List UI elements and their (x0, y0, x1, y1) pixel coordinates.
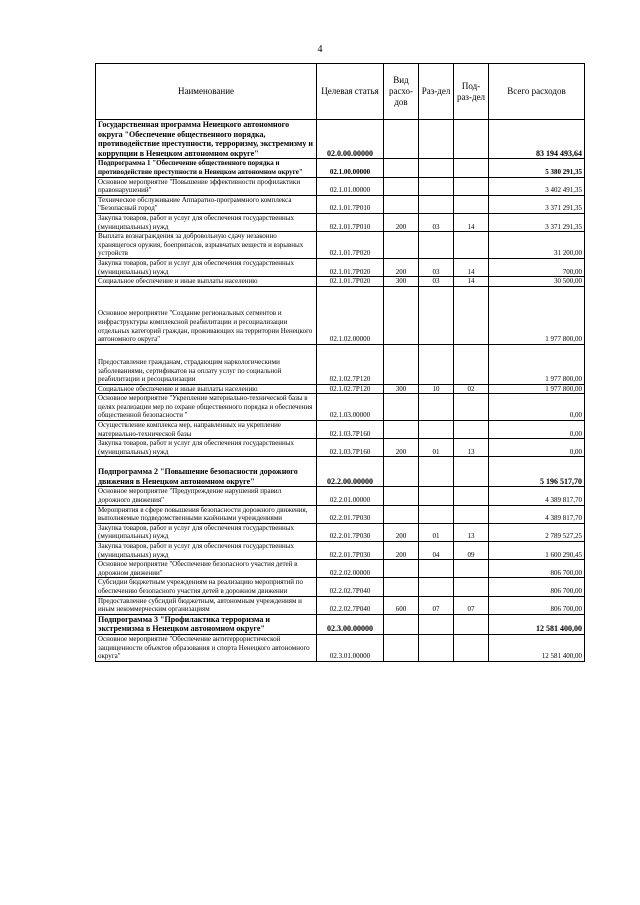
cell-name: Предоставление субсидий бюджетным, автономным учреждениям и иным некоммерческим организациям (96, 596, 317, 614)
cell-code: 02.1.01.7Р010 (317, 195, 384, 213)
cell-name: Основное мероприятие "Укрепление материально-технической базы в целях реализации мер по охране общественного порядка и обеспечения общественной безопасности " (96, 394, 317, 421)
cell-name: Выплата вознаграждения за добровольную сдачу незаконно хранящегося оружия, боеприпасов, взрывчатых веществ и взрывных устройств (96, 232, 317, 259)
cell-vid: 200 (384, 523, 419, 541)
cell-total: 83 194 493,64 (489, 120, 585, 159)
cell-vid: 300 (384, 384, 419, 394)
cell-vid: 300 (384, 277, 419, 287)
table-row (96, 277, 585, 287)
budget-table (95, 63, 585, 662)
cell-razdel: 01 (419, 439, 454, 457)
cell-name: Закупка товаров, работ и услуг для обеспечения государственных (муниципальных) нужд (96, 258, 317, 276)
cell-code: 02.1.03.00000 (317, 394, 384, 421)
cell-razdel (419, 634, 454, 661)
cell-name: Техническое обслуживание Аппаратно-программного комплекса "Безопасный город" (96, 195, 317, 213)
cell-vid: 200 (384, 542, 419, 560)
table-row (96, 505, 585, 523)
cell-podrazdel (454, 120, 489, 159)
cell-vid (384, 120, 419, 159)
cell-total: 3 371 291,35 (489, 195, 585, 213)
table-row (96, 487, 585, 505)
cell-total: 1 977 800,00 (489, 344, 585, 384)
cell-name: Осуществление комплекса мер, направленных на укрепление материально-технической базы (96, 421, 317, 439)
cell-total: 806 700,00 (489, 560, 585, 578)
cell-vid (384, 487, 419, 505)
cell-name: Социальное обеспечение и иные выплаты населению (96, 384, 317, 394)
cell-podrazdel: 13 (454, 439, 489, 457)
cell-code: 02.1.02.00000 (317, 286, 384, 344)
cell-total: 1 977 800,00 (489, 286, 585, 344)
cell-razdel (419, 505, 454, 523)
cell-code: 02.2.01.00000 (317, 487, 384, 505)
cell-name: Подпрограмма 2 "Повышение безопасности дорожного движения в Ненецком автономном округе" (96, 457, 317, 487)
cell-razdel (419, 120, 454, 159)
cell-code: 02.2.02.7Р040 (317, 578, 384, 596)
cell-total: 1 977 800,00 (489, 384, 585, 394)
cell-vid (384, 159, 419, 177)
table-row (96, 384, 585, 394)
cell-code: 02.2.00.00000 (317, 457, 384, 487)
cell-podrazdel: 13 (454, 523, 489, 541)
cell-podrazdel (454, 487, 489, 505)
cell-code: 02.2.01.7Р030 (317, 505, 384, 523)
cell-vid: 200 (384, 258, 419, 276)
cell-vid (384, 457, 419, 487)
cell-name: Основное мероприятие "Повышение эффективности профилактики правонарушений" (96, 177, 317, 195)
cell-name: Закупка товаров, работ и услуг для обеспечения государственных (муниципальных) нужд (96, 523, 317, 541)
table-header-row (96, 64, 585, 120)
cell-vid (384, 195, 419, 213)
cell-podrazdel (454, 634, 489, 661)
cell-code: 02.2.02.7Р040 (317, 596, 384, 614)
table-row (96, 232, 585, 259)
cell-razdel (419, 394, 454, 421)
table-row (96, 542, 585, 560)
cell-podrazdel (454, 421, 489, 439)
table-row (96, 634, 585, 661)
header-razdel: Раз-дел (419, 64, 454, 120)
header-total: Всего расходов (489, 64, 585, 120)
cell-total: 4 389 817,70 (489, 505, 585, 523)
cell-razdel (419, 560, 454, 578)
cell-name: Субсидии бюджетным учреждениям на реализацию мероприятий по обеспечению безопасного участия детей в дорожном движении (96, 578, 317, 596)
table-row (96, 120, 585, 159)
cell-vid (384, 634, 419, 661)
cell-razdel: 03 (419, 213, 454, 231)
cell-podrazdel: 14 (454, 277, 489, 287)
cell-name: Подпрограмма 3 "Профилактика терроризма и экстремизма в Ненецком автономном округе" (96, 614, 317, 634)
cell-code: 02.1.01.7Р010 (317, 213, 384, 231)
cell-code: 02.1.02.7Р120 (317, 384, 384, 394)
cell-razdel (419, 177, 454, 195)
cell-podrazdel (454, 457, 489, 487)
cell-razdel: 01 (419, 523, 454, 541)
table-row (96, 286, 585, 344)
cell-razdel: 10 (419, 384, 454, 394)
cell-podrazdel: 14 (454, 258, 489, 276)
cell-total: 700,00 (489, 258, 585, 276)
table-row (96, 578, 585, 596)
table-row (96, 213, 585, 231)
cell-name: Закупка товаров, работ и услуг для обеспечения государственных (муниципальных) нужд (96, 439, 317, 457)
cell-name: Основное мероприятие "Создание региональных сегментов и инфраструктуры комплексной реабилитации и ресоциализации отдельных категорий граждан, проживающих на территории Ненецкого автономного округа" (96, 286, 317, 344)
cell-vid (384, 286, 419, 344)
cell-code: 02.3.01.00000 (317, 634, 384, 661)
cell-total: 12 581 400,00 (489, 614, 585, 634)
cell-code: 02.3.00.00000 (317, 614, 384, 634)
cell-podrazdel (454, 505, 489, 523)
cell-vid (384, 394, 419, 421)
cell-total: 31 200,00 (489, 232, 585, 259)
header-code: Целевая статья (317, 64, 384, 120)
cell-total: 1 600 290,45 (489, 542, 585, 560)
cell-podrazdel (454, 394, 489, 421)
cell-name: Основное мероприятие "Обеспечение антитеррористической защищенности объектов образования и спорта Ненецкого автономного округа" (96, 634, 317, 661)
cell-razdel (419, 457, 454, 487)
cell-total: 0,00 (489, 421, 585, 439)
cell-podrazdel (454, 232, 489, 259)
cell-code: 02.1.01.7Р020 (317, 232, 384, 259)
cell-podrazdel: 02 (454, 384, 489, 394)
header-vid: Вид расхо-дов (384, 64, 419, 120)
cell-razdel (419, 195, 454, 213)
cell-total: 12 581 400,00 (489, 634, 585, 661)
cell-razdel (419, 487, 454, 505)
table-row (96, 344, 585, 384)
cell-razdel: 03 (419, 277, 454, 287)
cell-razdel (419, 344, 454, 384)
cell-code: 02.2.01.7Р030 (317, 523, 384, 541)
cell-total: 0,00 (489, 439, 585, 457)
cell-vid (384, 614, 419, 634)
cell-razdel: 07 (419, 596, 454, 614)
cell-name: Государственная программа Ненецкого автономного округа "Обеспечение общественного порядка, противодействие преступности, терроризму, экстремизму и коррупции в Ненецком автономном округе" (96, 120, 317, 159)
table-row (96, 439, 585, 457)
cell-code: 02.2.01.7Р030 (317, 542, 384, 560)
table-body (96, 120, 585, 662)
cell-podrazdel: 14 (454, 213, 489, 231)
cell-name: Подпрограмма 1 "Обеспечение общественного порядка и противодействие преступности в Ненецком автономном округе" (96, 159, 317, 177)
cell-total: 806 700,00 (489, 596, 585, 614)
cell-vid (384, 177, 419, 195)
cell-total: 3 402 491,35 (489, 177, 585, 195)
table-row (96, 177, 585, 195)
cell-name: Закупка товаров, работ и услуг для обеспечения государственных (муниципальных) нужд (96, 542, 317, 560)
cell-total: 3 371 291,35 (489, 213, 585, 231)
table-row (96, 614, 585, 634)
cell-name: Мероприятия в сфере повышения безопасности дорожного движения, выполняемые подведомственными казёнными учреждениями (96, 505, 317, 523)
cell-vid (384, 344, 419, 384)
cell-podrazdel (454, 177, 489, 195)
cell-vid (384, 505, 419, 523)
cell-code: 02.2.02.00000 (317, 560, 384, 578)
cell-code: 02.1.02.7Р120 (317, 344, 384, 384)
cell-code: 02.1.01.00000 (317, 177, 384, 195)
header-name: Наименование (96, 64, 317, 120)
cell-podrazdel: 09 (454, 542, 489, 560)
page-number: 4 (317, 44, 323, 55)
cell-name: Закупка товаров, работ и услуг для обеспечения государственных (муниципальных) нужд (96, 213, 317, 231)
cell-name: Основное мероприятие "Предупреждение нарушений правил дорожного движения" (96, 487, 317, 505)
cell-vid: 200 (384, 213, 419, 231)
cell-razdel (419, 159, 454, 177)
cell-razdel: 04 (419, 542, 454, 560)
cell-vid (384, 560, 419, 578)
cell-code: 02.1.03.7Р160 (317, 421, 384, 439)
cell-code: 02.1.00.00000 (317, 159, 384, 177)
cell-total: 2 789 527,25 (489, 523, 585, 541)
cell-code: 02.1.03.7Р160 (317, 439, 384, 457)
header-podrazdel: Под-раз-дел (454, 64, 489, 120)
table-row (96, 457, 585, 487)
cell-podrazdel (454, 614, 489, 634)
table-row (96, 560, 585, 578)
table-row (96, 258, 585, 276)
cell-total: 5 380 291,35 (489, 159, 585, 177)
cell-podrazdel (454, 159, 489, 177)
cell-razdel (419, 286, 454, 344)
cell-name: Предоставление гражданам, страдающим наркологическими заболеваниями, сертификатов на оплату услуг по социальной реабилитации и ресоциализации (96, 344, 317, 384)
table-row (96, 195, 585, 213)
cell-total: 806 700,00 (489, 578, 585, 596)
cell-total: 0,00 (489, 394, 585, 421)
cell-total: 4 389 817,70 (489, 487, 585, 505)
cell-podrazdel (454, 578, 489, 596)
cell-total: 30 500,00 (489, 277, 585, 287)
cell-razdel: 03 (419, 258, 454, 276)
cell-name: Социальное обеспечение и иные выплаты населению (96, 277, 317, 287)
cell-vid: 200 (384, 439, 419, 457)
table-row (96, 159, 585, 177)
cell-total: 5 196 517,70 (489, 457, 585, 487)
cell-razdel (419, 421, 454, 439)
cell-podrazdel (454, 286, 489, 344)
cell-vid (384, 421, 419, 439)
cell-podrazdel (454, 195, 489, 213)
cell-vid (384, 578, 419, 596)
cell-razdel (419, 232, 454, 259)
table-row (96, 421, 585, 439)
cell-podrazdel (454, 560, 489, 578)
cell-code: 02.0.00.00000 (317, 120, 384, 159)
cell-podrazdel: 07 (454, 596, 489, 614)
cell-vid: 600 (384, 596, 419, 614)
cell-razdel (419, 578, 454, 596)
table-row (96, 394, 585, 421)
cell-razdel (419, 614, 454, 634)
cell-podrazdel (454, 344, 489, 384)
table-row (96, 523, 585, 541)
cell-code: 02.1.01.7Р020 (317, 277, 384, 287)
cell-name: Основное мероприятие "Обеспечение безопасного участия детей в дорожном движении" (96, 560, 317, 578)
table-row (96, 596, 585, 614)
cell-vid (384, 232, 419, 259)
cell-code: 02.1.01.7Р020 (317, 258, 384, 276)
